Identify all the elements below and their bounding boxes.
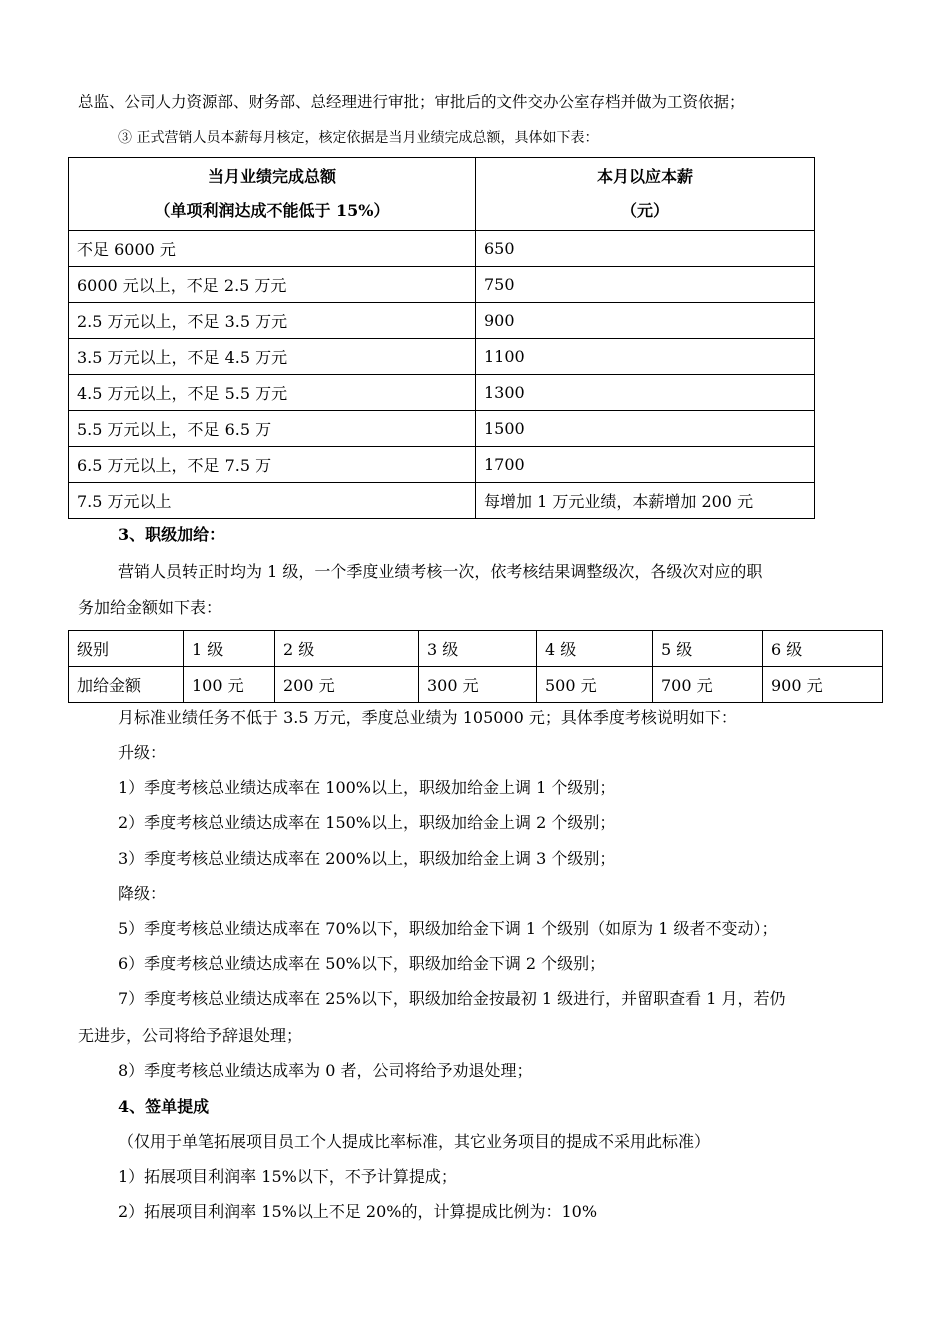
header-salary-line1: 本月以应本薪	[596, 167, 693, 186]
range-cell: 4.5 万元以上，不足 5.5 万元	[69, 375, 476, 411]
upgrade-item-2: 2）季度考核总业绩达成率在 150%以上，职级加给金上调 2 个级别；	[118, 813, 616, 832]
section4-note: （仅用于单笔拓展项目员工个人提成比率标准，其它业务项目的提成不采用此标准）	[118, 1132, 711, 1151]
downgrade-label: 降级：	[118, 884, 167, 903]
salary-cell: 900	[476, 303, 815, 339]
salary-cell: 1500	[476, 411, 815, 447]
downgrade-item-7-line2: 无进步，公司将给予辞退处理；	[78, 1026, 303, 1045]
range-cell: 7.5 万元以上	[69, 483, 476, 519]
intro-line-2: ③ 正式营销人员本薪每月核定，核定依据是当月业绩完成总额，具体如下表：	[118, 130, 599, 146]
level-cell: 2 级	[275, 631, 419, 667]
range-cell: 6000 元以上，不足 2.5 万元	[69, 267, 476, 303]
salary-table	[68, 157, 815, 519]
amount-cell: 200 元	[275, 667, 419, 703]
upgrade-item-3: 3）季度考核总业绩达成率在 200%以上，职级加给金上调 3 个级别；	[118, 849, 616, 868]
amount-cell: 700 元	[653, 667, 763, 703]
header-salary-line2: （元）	[620, 201, 669, 220]
header-performance	[69, 158, 476, 231]
section4-item-1: 1）拓展项目利润率 15%以下，不予计算提成；	[118, 1167, 457, 1186]
range-cell: 6.5 万元以上，不足 7.5 万	[69, 447, 476, 483]
section3-para-line2: 务加给金额如下表：	[78, 598, 223, 617]
level-table	[68, 630, 883, 703]
salary-cell: 1300	[476, 375, 815, 411]
upgrade-item-1: 1）季度考核总业绩达成率在 100%以上，职级加给金上调 1 个级别；	[118, 778, 616, 797]
table-row	[69, 303, 815, 339]
level-cell: 3 级	[419, 631, 537, 667]
salary-cell: 750	[476, 267, 815, 303]
downgrade-item-5: 5）季度考核总业绩达成率在 70%以下，职级加给金下调 1 个级别（如原为 1 级者不变动）；	[118, 919, 778, 938]
table-row	[69, 631, 883, 667]
section4-item-2: 2）拓展项目利润率 15%以上不足 20%的，计算提成比例为：10%	[118, 1202, 598, 1221]
level-cell: 4 级	[537, 631, 653, 667]
amount-cell: 500 元	[537, 667, 653, 703]
standard-text: 月标准业绩任务不低于 3.5 万元，季度总业绩为 105000 元；具体季度考核说明如下：	[118, 708, 737, 727]
range-cell: 5.5 万元以上，不足 6.5 万	[69, 411, 476, 447]
level-cell: 6 级	[763, 631, 883, 667]
salary-cell: 650	[476, 231, 815, 267]
intro-line-1: 总监、公司人力资源部、财务部、总经理进行审批；审批后的文件交办公室存档并做为工资依据；	[78, 93, 745, 111]
salary-table-header	[69, 158, 815, 231]
table-row	[69, 411, 815, 447]
downgrade-item-6: 6）季度考核总业绩达成率在 50%以下，职级加给金下调 2 个级别；	[118, 954, 606, 973]
header-performance-line1: 当月业绩完成总额	[207, 167, 336, 186]
range-cell: 3.5 万元以上，不足 4.5 万元	[69, 339, 476, 375]
table-row	[69, 375, 815, 411]
header-performance-line2: （单项利润达成不能低于 15%）	[154, 201, 390, 220]
section3-title: 3、职级加给：	[118, 525, 226, 544]
section3-para-line1: 营销人员转正时均为 1 级，一个季度业绩考核一次，依考核结果调整级次，各级次对应的职	[118, 562, 763, 581]
amount-cell: 900 元	[763, 667, 883, 703]
salary-cell: 每增加 1 万元业绩，本薪增加 200 元	[476, 483, 815, 519]
table-row	[69, 267, 815, 303]
range-cell: 2.5 万元以上，不足 3.5 万元	[69, 303, 476, 339]
level-label-cell: 级别	[69, 631, 184, 667]
downgrade-item-8: 8）季度考核总业绩达成率为 0 者，公司将给予劝退处理；	[118, 1061, 533, 1080]
downgrade-item-7-line1: 7）季度考核总业绩达成率在 25%以下，职级加给金按最初 1 级进行，并留职查看 1 月，若仍	[118, 989, 786, 1008]
section4-title: 4、签单提成	[118, 1097, 210, 1116]
range-cell: 不足 6000 元	[69, 231, 476, 267]
salary-cell: 1100	[476, 339, 815, 375]
level-cell: 1 级	[184, 631, 275, 667]
amount-cell: 100 元	[184, 667, 275, 703]
salary-cell: 1700	[476, 447, 815, 483]
table-row	[69, 667, 883, 703]
table-row	[69, 339, 815, 375]
amount-cell: 300 元	[419, 667, 537, 703]
table-row	[69, 447, 815, 483]
amount-label-cell: 加给金额	[69, 667, 184, 703]
table-row	[69, 231, 815, 267]
table-row	[69, 483, 815, 519]
header-salary	[476, 158, 815, 231]
level-cell: 5 级	[653, 631, 763, 667]
upgrade-label: 升级：	[118, 743, 167, 762]
